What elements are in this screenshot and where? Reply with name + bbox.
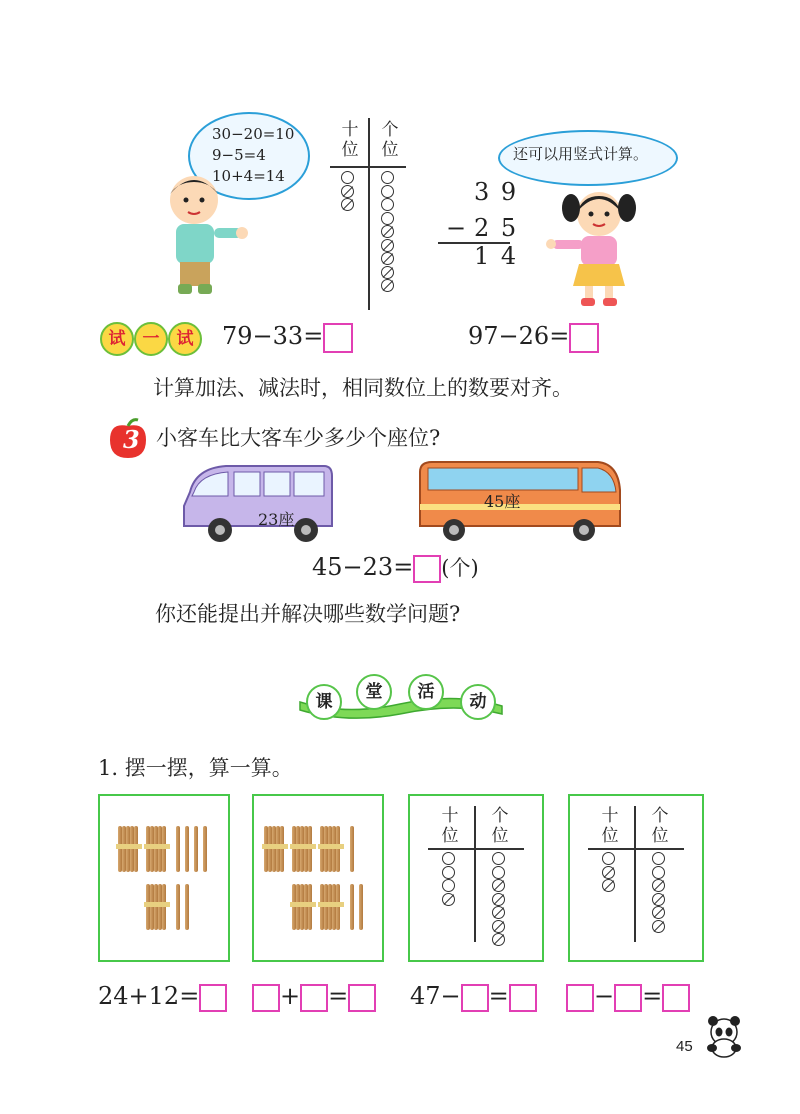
counter: [602, 866, 615, 879]
bubble-line-1: 30−20=10: [212, 125, 295, 143]
counter: [381, 171, 394, 184]
try-char-1: 试: [100, 322, 134, 356]
counter: [442, 866, 455, 879]
counter: [341, 198, 354, 211]
tens-label-top: 十 位: [341, 120, 359, 160]
tens-label-panel-3: 十 位: [441, 806, 459, 846]
panel-3-header-line: [428, 848, 524, 850]
counter: [381, 239, 394, 252]
task-panel-3: [408, 794, 544, 962]
vertical-operator: −: [446, 214, 467, 242]
counter: [341, 171, 354, 184]
single-stick-icon: [350, 826, 354, 872]
example-top: [0, 0, 800, 320]
place-value-divider: [368, 118, 370, 310]
problem-3-followup: 你还能提出并解决哪些数学问题?: [155, 602, 461, 626]
answer-box-problem-3[interactable]: [413, 555, 441, 583]
single-stick-icon: [185, 884, 189, 930]
small-bus-illustration: [176, 462, 336, 546]
stick-bundle-icon: [118, 826, 142, 872]
single-stick-icon: [203, 826, 207, 872]
stick-bundle-icon: [146, 826, 170, 872]
activity-banner: [296, 674, 506, 728]
counter: [381, 279, 394, 292]
counter: [381, 212, 394, 225]
panel-3-divider: [474, 806, 476, 942]
single-stick-icon: [359, 884, 363, 930]
answer-box-task-2[interactable]: [348, 984, 376, 1012]
task-1-title: 1. 摆一摆，算一算。: [98, 756, 293, 780]
panda-icon: [702, 1014, 746, 1058]
counter: [381, 252, 394, 265]
task-eq-2: + =: [252, 982, 376, 1012]
stick-bundle-icon: [320, 884, 344, 930]
ones-label-panel-4: 个 位: [651, 806, 669, 846]
single-stick-icon: [185, 826, 189, 872]
girl-illustration: [545, 186, 645, 308]
girl-bubble-text: 还可以用竖式计算。: [513, 145, 649, 163]
task-panel-2: [252, 794, 384, 962]
counter: [652, 906, 665, 919]
try-char-2: 一: [134, 322, 168, 356]
operand-box-task-4-b[interactable]: [614, 984, 642, 1012]
vertical-top-number: 3 9: [474, 178, 519, 206]
panel-4-header-line: [588, 848, 684, 850]
counter: [652, 879, 665, 892]
answer-box-try-2[interactable]: [569, 323, 599, 353]
counter: [381, 266, 394, 279]
activity-char-4: 动: [460, 684, 496, 720]
task-panel-1: [98, 794, 230, 962]
vertical-result: 1 4: [474, 242, 519, 270]
operand-box-task-2-a[interactable]: [252, 984, 280, 1012]
operand-box-task-3[interactable]: [461, 984, 489, 1012]
counter: [652, 893, 665, 906]
problem-3-number-badge: [106, 418, 150, 460]
single-stick-icon: [194, 826, 198, 872]
answer-box-task-4[interactable]: [662, 984, 690, 1012]
problem-3-question: 小客车比大客车少多少个座位?: [156, 426, 441, 450]
answer-box-task-3[interactable]: [509, 984, 537, 1012]
single-stick-icon: [176, 826, 180, 872]
stick-bundle-icon: [292, 826, 316, 872]
problem-3-number: 3: [123, 425, 140, 454]
counter: [602, 879, 615, 892]
task-eq-1: 24+12=: [98, 982, 227, 1012]
counter: [652, 866, 665, 879]
bubble-line-3: 10+4=14: [212, 167, 285, 185]
stick-bundle-icon: [320, 826, 344, 872]
counter: [442, 893, 455, 906]
task-eq-4: − =: [566, 982, 690, 1012]
panel-4-divider: [634, 806, 636, 942]
problem-3-unit: (个): [441, 556, 479, 580]
task-eq-3: 47− =: [410, 982, 537, 1012]
rule-text: 计算加法、减法时，相同数位上的数要对齐。: [153, 376, 573, 400]
counter: [492, 933, 505, 946]
activity-char-1: 课: [306, 684, 342, 720]
single-stick-icon: [176, 884, 180, 930]
stick-bundle-icon: [264, 826, 288, 872]
counter: [602, 852, 615, 865]
counter: [492, 893, 505, 906]
counter: [381, 185, 394, 198]
counter: [442, 879, 455, 892]
boy-illustration: [158, 170, 248, 300]
counter: [442, 852, 455, 865]
operand-box-task-2-b[interactable]: [300, 984, 328, 1012]
counter: [652, 920, 665, 933]
try-char-3: 试: [168, 322, 202, 356]
counter: [381, 198, 394, 211]
counter: [652, 852, 665, 865]
counter: [492, 879, 505, 892]
answer-box-task-1[interactable]: [199, 984, 227, 1012]
single-stick-icon: [350, 884, 354, 930]
place-value-header-line: [330, 166, 406, 168]
activity-char-3: 活: [408, 674, 444, 710]
tens-label-panel-4: 十 位: [601, 806, 619, 846]
small-bus-label: 23座: [258, 510, 295, 529]
answer-box-try-1[interactable]: [323, 323, 353, 353]
page-number: 45: [676, 1038, 693, 1055]
stick-bundle-icon: [292, 884, 316, 930]
ones-label-top: 个 位: [381, 120, 399, 160]
counter: [492, 906, 505, 919]
task-panel-4: [568, 794, 704, 962]
stick-bundle-icon: [146, 884, 170, 930]
big-bus-label: 45座: [484, 492, 521, 511]
counter: [492, 920, 505, 933]
counter: [381, 225, 394, 238]
ones-label-panel-3: 个 位: [491, 806, 509, 846]
counter: [341, 185, 354, 198]
counter: [492, 866, 505, 879]
bubble-line-2: 9−5=4: [212, 146, 266, 164]
vertical-bottom-number: 2 5: [474, 214, 519, 242]
operand-box-task-4-a[interactable]: [566, 984, 594, 1012]
try-it-badge: [100, 320, 200, 354]
try-eq-1: 79−33=: [222, 322, 353, 353]
problem-3-equation: 45−23= (个): [312, 553, 479, 581]
activity-char-2: 堂: [356, 674, 392, 710]
try-eq-2: 97−26=: [468, 322, 599, 353]
counter: [492, 852, 505, 865]
